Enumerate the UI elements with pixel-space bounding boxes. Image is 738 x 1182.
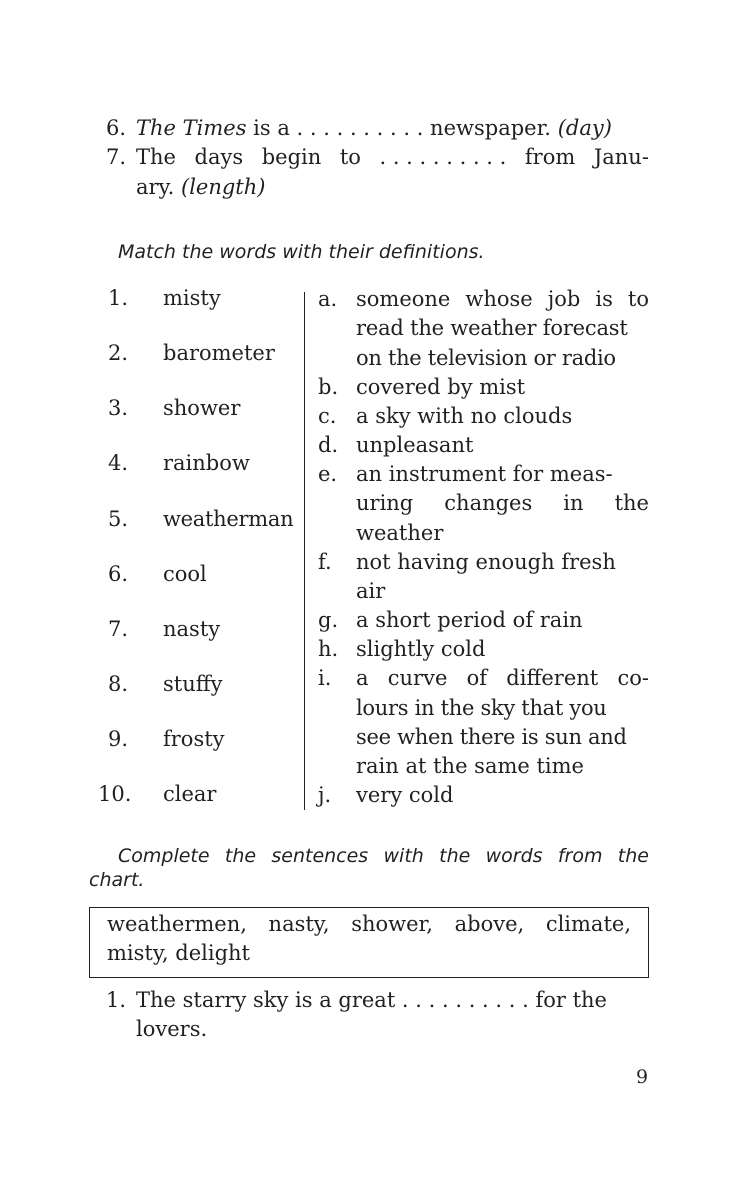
definition-letter: g. (318, 608, 339, 632)
word: from (524, 145, 576, 169)
definition-line: someone whose job is to (356, 287, 649, 311)
definition-line: weather (356, 521, 444, 545)
hint-word: (day) (557, 116, 612, 140)
definition-line: uring changes in the (356, 491, 649, 515)
word: to (339, 145, 361, 169)
definition-letter: c. (318, 404, 337, 428)
definition-line: covered by mist (356, 375, 526, 399)
word: The (136, 145, 176, 169)
definition-line: see when there is sun and (356, 725, 627, 749)
word: frosty (163, 727, 225, 751)
word: days (194, 145, 244, 169)
word-number: 6. (107, 562, 128, 586)
definition-line: slightly cold (356, 637, 486, 661)
item-number: 6. (105, 116, 126, 140)
item-number: 7. (105, 145, 126, 169)
definition-line: an instrument for meas- (356, 462, 613, 486)
definition-line: lours in the sky that you (356, 696, 607, 720)
item-number: 1. (105, 988, 126, 1012)
word-number: 1. (107, 286, 128, 310)
word-number: 9. (107, 727, 128, 751)
word: ary. (136, 175, 175, 199)
page-number: 9 (636, 1066, 649, 1088)
definition-line: on the television or radio (356, 346, 616, 370)
definition-line: not having enough fresh (356, 550, 616, 574)
word-number: 10. (98, 782, 132, 806)
definition-line: a sky with no clouds (356, 404, 573, 428)
column-divider (304, 292, 305, 810)
sentence-1-line1: The starry sky is a great . . . . . . . . . . for the (136, 988, 607, 1012)
definition-line: a curve of different co- (356, 666, 649, 690)
word-box-line2: misty, delight (107, 941, 250, 965)
word: Janu- (593, 145, 649, 169)
word-number: 4. (107, 451, 128, 475)
definition-letter: e. (318, 462, 338, 486)
match-instruction: Match the words with their definitions. (118, 241, 485, 263)
definition-letter: i. (318, 666, 332, 690)
hint-word: (length) (181, 175, 266, 199)
definition-letter: f. (318, 550, 332, 574)
word: rainbow (163, 451, 250, 475)
word: cool (163, 562, 207, 586)
definition-letter: h. (318, 637, 339, 661)
sentence-1-line2: lovers. (136, 1017, 208, 1041)
word: stuffy (163, 672, 223, 696)
definition-line: read the weather forecast (356, 316, 628, 340)
word: nasty (163, 617, 221, 641)
word: misty (163, 286, 221, 310)
sentence-6 (136, 116, 649, 140)
complete-instruction-line1: Complete the sentences with the words from the (118, 845, 649, 867)
word-number: 2. (107, 341, 128, 365)
word: shower (163, 396, 241, 420)
definition-letter: d. (318, 433, 339, 457)
definition-letter: j. (318, 783, 332, 807)
sentence-7-line1 (136, 145, 649, 169)
complete-instruction-line2: chart. (89, 869, 145, 891)
definition-line: air (356, 579, 386, 603)
word: barometer (163, 341, 275, 365)
blank: . . . . . . . . . . (379, 145, 507, 169)
definition-line: very cold (356, 783, 454, 807)
word-box-line1: weathermen, nasty, shower, above, climate, (107, 912, 631, 936)
word-number: 5. (107, 507, 128, 531)
sentence-text: is a . . . . . . . . . . newspaper. (253, 116, 551, 140)
definition-line: rain at the same time (356, 754, 584, 778)
word-number: 7. (107, 617, 128, 641)
word-number: 8. (107, 672, 128, 696)
definition-line: a short period of rain (356, 608, 583, 632)
definition-line: unpleasant (356, 433, 474, 457)
newspaper-title: The Times (136, 116, 247, 140)
definition-letter: b. (318, 375, 339, 399)
word: weatherman (163, 507, 294, 531)
word: clear (163, 782, 217, 806)
word-number: 3. (107, 396, 128, 420)
sentence-7-line2 (136, 175, 265, 199)
word: begin (261, 145, 322, 169)
definition-letter: a. (318, 287, 338, 311)
